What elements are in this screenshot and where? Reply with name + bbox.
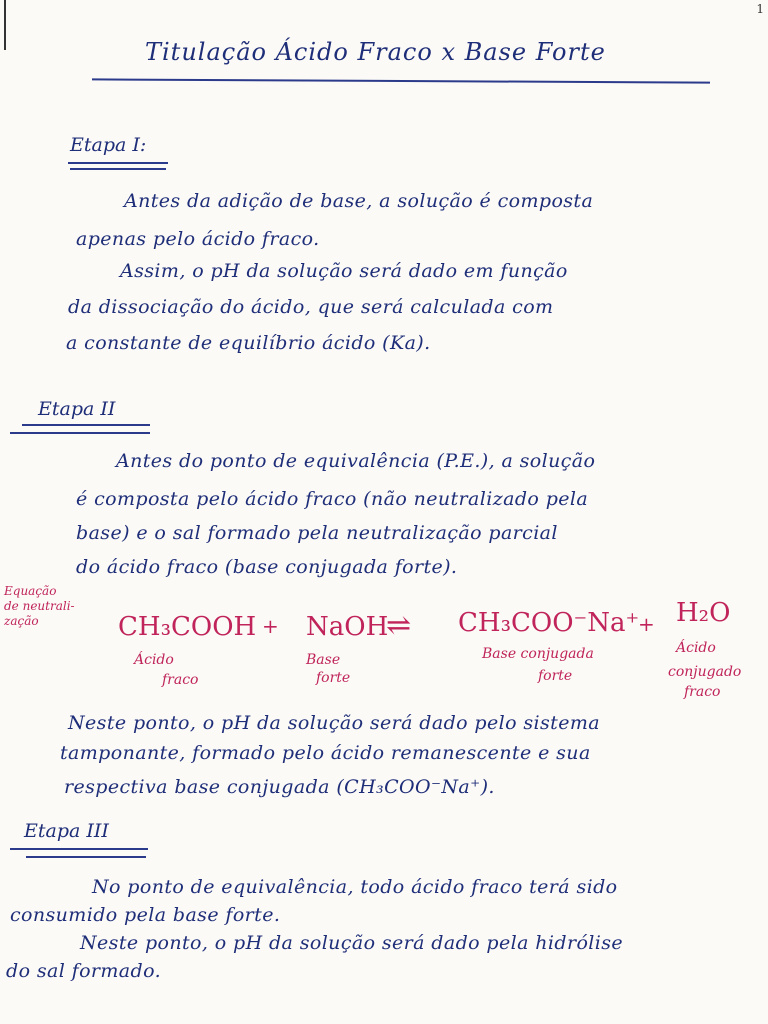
etapa3-line-2: consumido pela base forte. [10,904,281,926]
product-salt: CH₃COO⁻Na⁺ [458,608,640,638]
title-underline [92,78,710,83]
etapa3-underline [10,848,148,850]
label-forte-2: forte [538,668,573,684]
etapa3-heading: Etapa III [24,820,109,842]
page-number: 1 [756,2,764,16]
etapa2-heading: Etapa II [38,398,116,420]
plus-sign: + [262,614,279,638]
etapa3-underline-2 [26,856,146,858]
etapa2-underline-2 [10,432,150,434]
etapa1-line-2: apenas pelo ácido fraco. [76,228,320,250]
side-label-line: de neutrali- [4,599,75,613]
product-water: H₂O [676,598,731,628]
label-fraco-2: fraco [684,684,721,700]
etapa1-line-4: da dissociação do ácido, que será calculada com [68,296,554,318]
etapa2-after-line-1: Neste ponto, o pH da solução será dado pelo sistema [68,712,600,734]
etapa1-line-3: Assim, o pH da solução será dado em função [120,260,568,282]
side-label-line: Equação [4,584,57,598]
etapa1-line-1: Antes da adição de base, a solução é composta [124,190,594,212]
equation-side-label [4,584,75,629]
etapa2-after-line-2: tamponante, formado pelo ácido remanescente e sua [60,742,591,764]
etapa3-line-3: Neste ponto, o pH da solução será dado pela hidrólise [80,932,624,954]
equilibrium-arrow: ⇌ [386,608,412,643]
etapa1-underline-2 [70,168,166,170]
label-conjugado: conjugado [668,664,742,680]
etapa2-line-4: do ácido fraco (base conjugada forte). [76,556,458,578]
etapa1-underline [68,162,168,164]
label-base: Base [306,652,341,668]
etapa1-heading: Etapa I: [70,134,147,156]
margin-line [4,0,6,50]
page-title: Titulação Ácido Fraco x Base Forte [145,38,606,66]
etapa2-line-3: base) e o sal formado pela neutralização parcial [76,522,558,544]
label-base-conjugada: Base conjugada [482,646,594,662]
label-fraco: fraco [162,672,199,688]
etapa2-underline [22,424,150,426]
plus-sign-2: + [638,612,655,636]
etapa3-line-4: do sal formado. [6,960,162,982]
label-acido: Ácido [134,652,174,668]
reactant-base: NaOH [306,612,389,642]
label-acido-2: Ácido [676,640,716,656]
etapa2-line-1: Antes do ponto de equivalência (P.E.), a solução [116,450,596,472]
etapa2-after-line-3: respectiva base conjugada (CH₃COO⁻Na⁺). [64,776,495,798]
etapa2-line-2: é composta pelo ácido fraco (não neutralizado pela [76,488,589,510]
side-label-line: zação [4,614,39,628]
label-forte: forte [316,670,351,686]
etapa3-line-1: No ponto de equivalência, todo ácido fraco terá sido [92,876,618,898]
etapa1-line-5: a constante de equilíbrio ácido (Ka). [66,332,431,354]
reactant-acid: CH₃COOH [118,612,257,642]
